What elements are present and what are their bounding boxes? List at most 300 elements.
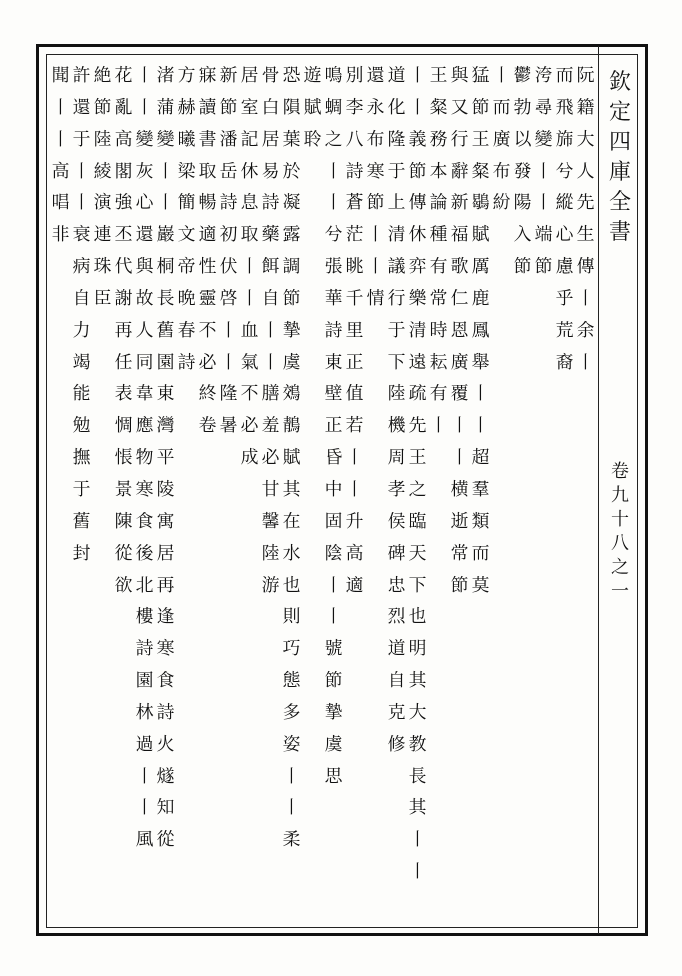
glyph: 風 (135, 829, 154, 851)
glyph: 自 (72, 287, 91, 309)
glyph: 覆 (450, 383, 469, 405)
glyph: 陸 (261, 542, 280, 564)
glyph: 節 (534, 256, 553, 278)
glyph: 鶄 (282, 415, 301, 437)
glyph: 陵 (156, 478, 175, 500)
glyph: 而 (492, 96, 511, 118)
glyph: 中 (324, 478, 343, 500)
glyph: 其 (408, 797, 427, 819)
glyph: 侯 (387, 510, 406, 532)
juan-char: 之 (611, 557, 629, 578)
glyph: 烈 (387, 606, 406, 628)
glyph: 莫 (471, 574, 490, 596)
glyph: 行 (387, 287, 406, 309)
glyph: 羣 (471, 478, 490, 500)
glyph: 變 (156, 128, 175, 150)
glyph: 逢 (156, 606, 175, 628)
glyph: 岳 (219, 160, 238, 182)
glyph: 園 (156, 351, 175, 373)
text-column (470, 60, 491, 920)
glyph: 餌 (261, 256, 280, 278)
glyph: 恐 (282, 65, 301, 86)
juan-char: 九 (611, 485, 629, 506)
glyph: 隆 (219, 383, 238, 405)
glyph: 從 (156, 829, 175, 851)
glyph: 唱 (51, 192, 70, 214)
glyph: 廣 (492, 128, 511, 150)
glyph: 丨 (408, 829, 427, 851)
glyph: 大 (576, 128, 595, 150)
glyph: 勉 (72, 415, 91, 437)
glyph: 非 (51, 224, 70, 246)
glyph: 其 (408, 670, 427, 692)
text-column (50, 60, 71, 920)
glyph: 新 (450, 192, 469, 214)
glyph: 丨 (324, 192, 343, 214)
glyph: 機 (387, 415, 406, 437)
glyph: 絶 (93, 65, 112, 86)
glyph: 丨 (534, 192, 553, 214)
glyph: 變 (534, 128, 553, 150)
glyph: 居 (156, 542, 175, 564)
glyph: 悵 (114, 447, 133, 469)
glyph: 清 (408, 319, 427, 341)
glyph: 詩 (345, 160, 364, 182)
glyph: 眺 (345, 256, 364, 278)
glyph: 生 (576, 224, 595, 246)
glyph: 則 (282, 606, 301, 628)
glyph: 渚 (156, 65, 175, 86)
glyph: 隕 (282, 96, 301, 118)
glyph: 臨 (408, 510, 427, 532)
glyph: 之 (324, 128, 343, 150)
glyph: 適 (345, 574, 364, 596)
glyph: 蒲 (156, 96, 175, 118)
glyph: 詩 (177, 351, 196, 373)
glyph: 耘 (429, 351, 448, 373)
glyph: 丨 (471, 415, 490, 437)
glyph: 病 (72, 256, 91, 278)
glyph: 強 (114, 192, 133, 214)
glyph: 甘 (261, 478, 280, 500)
glyph: 丨 (156, 192, 175, 214)
glyph: 易 (261, 160, 280, 182)
glyph: 北 (135, 574, 154, 596)
glyph: 從 (114, 542, 133, 564)
glyph: 升 (345, 510, 364, 532)
glyph: 又 (450, 96, 469, 118)
glyph: 陸 (93, 128, 112, 150)
glyph: 常 (429, 287, 448, 309)
glyph: 也 (408, 606, 427, 628)
glyph: 代 (114, 256, 133, 278)
glyph: 方 (177, 65, 196, 86)
text-column (407, 60, 428, 920)
glyph: 端 (534, 224, 553, 246)
glyph: 情 (366, 287, 385, 309)
book-title-char: 庫 (608, 160, 631, 185)
glyph: 大 (408, 701, 427, 723)
glyph: 謝 (114, 287, 133, 309)
glyph: 行 (450, 128, 469, 150)
text-column (365, 60, 386, 920)
glyph: 節 (219, 96, 238, 118)
glyph: 花 (114, 65, 133, 86)
glyph: 息 (240, 192, 259, 214)
glyph: 食 (135, 510, 154, 532)
glyph: 東 (156, 383, 175, 405)
glyph: 姿 (282, 733, 301, 755)
glyph: 初 (219, 224, 238, 246)
glyph: 取 (240, 224, 259, 246)
glyph: 衰 (72, 224, 91, 246)
glyph: 桐 (156, 256, 175, 278)
glyph: 遊 (303, 65, 322, 86)
glyph: 道 (387, 638, 406, 660)
glyph: 常 (450, 542, 469, 564)
glyph: 與 (135, 256, 154, 278)
glyph: 先 (576, 192, 595, 214)
glyph: 丨 (135, 797, 154, 819)
glyph: 必 (240, 415, 259, 437)
glyph: 丨 (450, 415, 469, 437)
glyph: 教 (408, 733, 427, 755)
glyph: 裔 (555, 351, 574, 373)
glyph: 丨 (408, 65, 427, 86)
glyph: 昏 (324, 447, 343, 469)
glyph: 鬱 (513, 65, 532, 86)
glyph: 灣 (156, 415, 175, 437)
glyph: 遠 (408, 351, 427, 373)
glyph: 長 (408, 765, 427, 787)
glyph: 韋 (135, 383, 154, 405)
glyph: 休 (408, 224, 427, 246)
glyph: 道 (387, 65, 406, 86)
glyph: 若 (345, 415, 364, 437)
glyph: 于 (387, 160, 406, 182)
glyph: 馨 (261, 510, 280, 532)
glyph: 孝 (387, 478, 406, 500)
glyph: 亂 (114, 96, 133, 118)
glyph: 節 (282, 287, 301, 309)
glyph: 演 (93, 192, 112, 214)
glyph: 丨 (261, 319, 280, 341)
glyph: 詩 (135, 638, 154, 660)
glyph: 休 (240, 160, 259, 182)
glyph: 必 (261, 447, 280, 469)
glyph: 丨 (366, 224, 385, 246)
glyph: 丨 (219, 351, 238, 373)
glyph: 也 (282, 574, 301, 596)
glyph: 與 (450, 65, 469, 86)
text-column (386, 60, 407, 920)
glyph: 丨 (240, 287, 259, 309)
glyph: 福 (450, 224, 469, 246)
glyph: 丨 (345, 478, 364, 500)
glyph: 超 (471, 447, 490, 469)
glyph: 丨 (534, 160, 553, 182)
glyph: 類 (471, 510, 490, 532)
glyph: 節 (408, 160, 427, 182)
glyph: 慮 (555, 256, 574, 278)
glyph: 逝 (450, 510, 469, 532)
glyph: 別 (345, 65, 364, 86)
glyph: 不 (198, 319, 217, 341)
glyph: 粲 (471, 160, 490, 182)
glyph: 丨 (72, 160, 91, 182)
glyph: 千 (345, 287, 364, 309)
glyph: 平 (156, 447, 175, 469)
glyph: 有 (429, 256, 448, 278)
glyph: 自 (387, 670, 406, 692)
glyph: 葉 (282, 128, 301, 150)
glyph: 節 (513, 256, 532, 278)
glyph: 丨 (51, 96, 70, 118)
glyph: 於 (282, 160, 301, 182)
glyph: 節 (450, 574, 469, 596)
glyph: 暢 (198, 192, 217, 214)
text-column (239, 60, 260, 920)
book-title-char: 四 (608, 130, 631, 155)
glyph: 寒 (156, 638, 175, 660)
glyph: 摯 (324, 701, 343, 723)
glyph: 詩 (324, 319, 343, 341)
glyph: 取 (198, 160, 217, 182)
glyph: 讀 (198, 96, 217, 118)
glyph: 明 (408, 638, 427, 660)
glyph: 傳 (576, 256, 595, 278)
text-column (575, 60, 596, 920)
book-title-char: 定 (608, 100, 631, 125)
glyph: 李 (345, 96, 364, 118)
glyph: 陰 (324, 542, 343, 564)
text-column (218, 60, 239, 920)
glyph: 摯 (282, 319, 301, 341)
glyph: 還 (135, 224, 154, 246)
text-column (134, 60, 155, 920)
text-column (428, 60, 449, 920)
glyph: 寒 (366, 160, 385, 182)
glyph: 節 (324, 670, 343, 692)
text-column (176, 60, 197, 920)
glyph: 鵁 (282, 383, 301, 405)
glyph: 歌 (450, 256, 469, 278)
glyph: 丨 (324, 160, 343, 182)
glyph: 勃 (513, 96, 532, 118)
glyph: 後 (135, 542, 154, 564)
glyph: 恩 (450, 319, 469, 341)
glyph: 在 (282, 510, 301, 532)
glyph: 變 (135, 128, 154, 150)
glyph: 必 (198, 351, 217, 373)
juan-char: 一 (611, 581, 629, 602)
glyph: 華 (324, 287, 343, 309)
glyph: 寓 (156, 510, 175, 532)
glyph: 下 (408, 574, 427, 596)
glyph: 性 (198, 256, 217, 278)
glyph: 水 (282, 542, 301, 564)
glyph: 珠 (93, 256, 112, 278)
glyph: 自 (261, 287, 280, 309)
glyph: 王 (429, 65, 448, 86)
glyph: 骨 (261, 65, 280, 86)
glyph: 布 (492, 160, 511, 182)
glyph: 而 (471, 542, 490, 564)
juan-char: 十 (611, 509, 629, 530)
glyph: 再 (156, 574, 175, 596)
glyph: 丨 (72, 192, 91, 214)
text-column (512, 60, 533, 920)
margin-column (600, 60, 644, 920)
glyph: 游 (261, 574, 280, 596)
glyph: 張 (324, 256, 343, 278)
glyph: 記 (240, 128, 259, 150)
glyph: 靈 (198, 287, 217, 309)
glyph: 閣 (114, 160, 133, 182)
juan-char: 八 (611, 533, 629, 554)
glyph: 縱 (555, 192, 574, 214)
glyph: 終 (198, 383, 217, 405)
glyph: 聞 (51, 65, 70, 86)
glyph: 賦 (282, 447, 301, 469)
book-title-char: 欽 (608, 70, 631, 95)
glyph: 丨 (408, 96, 427, 118)
glyph: 虞 (324, 733, 343, 755)
glyph: 厲 (471, 256, 490, 278)
glyph: 梁 (177, 160, 196, 182)
glyph: 永 (366, 96, 385, 118)
glyph: 尋 (534, 96, 553, 118)
glyph: 許 (72, 65, 91, 86)
glyph: 丨 (282, 765, 301, 787)
text-column (155, 60, 176, 920)
glyph: 竭 (72, 351, 91, 373)
glyph: 正 (324, 415, 343, 437)
glyph: 丨 (324, 574, 343, 596)
glyph: 多 (282, 701, 301, 723)
glyph: 之 (408, 478, 427, 500)
glyph: 還 (72, 96, 91, 118)
glyph: 高 (114, 128, 133, 150)
glyph: 新 (219, 65, 238, 86)
glyph: 春 (177, 319, 196, 341)
glyph: 克 (387, 701, 406, 723)
glyph: 種 (429, 224, 448, 246)
glyph: 有 (429, 383, 448, 405)
margin-rule (598, 46, 599, 934)
glyph: 燧 (156, 765, 175, 787)
glyph: 惆 (114, 415, 133, 437)
glyph: 態 (282, 670, 301, 692)
glyph: 綾 (93, 160, 112, 182)
glyph: 巧 (282, 638, 301, 660)
glyph: 伏 (219, 256, 238, 278)
glyph: 潘 (219, 128, 238, 150)
glyph: 人 (576, 160, 595, 182)
glyph: 室 (240, 96, 259, 118)
glyph: 丨 (261, 351, 280, 373)
glyph: 詩 (219, 192, 238, 214)
glyph: 傳 (408, 192, 427, 214)
book-title-char: 書 (608, 220, 631, 245)
glyph: 丨 (345, 447, 364, 469)
glyph: 藥 (261, 224, 280, 246)
glyph: 議 (387, 256, 406, 278)
glyph: 辭 (450, 160, 469, 182)
glyph: 布 (366, 128, 385, 150)
glyph: 林 (135, 701, 154, 723)
glyph: 丨 (471, 383, 490, 405)
glyph: 丨 (282, 797, 301, 819)
glyph: 洿 (534, 65, 553, 86)
glyph: 弈 (408, 256, 427, 278)
glyph: 丨 (240, 256, 259, 278)
text-column (260, 60, 281, 920)
glyph: 乎 (555, 287, 574, 309)
glyph: 過 (135, 733, 154, 755)
glyph: 凝 (282, 192, 301, 214)
glyph: 于 (72, 128, 91, 150)
glyph: 表 (114, 383, 133, 405)
glyph: 下 (387, 351, 406, 373)
glyph: 連 (93, 224, 112, 246)
glyph: 蒼 (345, 192, 364, 214)
glyph: 適 (198, 224, 217, 246)
glyph: 高 (345, 542, 364, 564)
glyph: 東 (324, 351, 343, 373)
glyph: 虞 (282, 351, 301, 373)
glyph: 清 (387, 224, 406, 246)
book-title (600, 68, 640, 248)
glyph: 知 (156, 797, 175, 819)
glyph: 其 (282, 478, 301, 500)
text-column (323, 60, 344, 920)
text-column (197, 60, 218, 920)
glyph: 晩 (177, 287, 196, 309)
text-column (554, 60, 575, 920)
glyph: 文 (177, 224, 196, 246)
glyph: 成 (240, 447, 259, 469)
glyph: 樂 (408, 287, 427, 309)
glyph: 論 (429, 192, 448, 214)
glyph: 上 (387, 192, 406, 214)
glyph: 詩 (261, 192, 280, 214)
glyph: 食 (156, 670, 175, 692)
glyph: 固 (324, 510, 343, 532)
glyph: 陳 (114, 510, 133, 532)
glyph: 白 (261, 96, 280, 118)
glyph: 景 (114, 478, 133, 500)
glyph: 寒 (135, 478, 154, 500)
glyph: 羞 (261, 415, 280, 437)
glyph: 周 (387, 447, 406, 469)
glyph: 陸 (387, 383, 406, 405)
glyph: 火 (156, 733, 175, 755)
glyph: 故 (135, 287, 154, 309)
glyph: 寐 (198, 65, 217, 86)
book-title-char: 全 (608, 190, 631, 215)
glyph: 飛 (555, 96, 574, 118)
glyph: 能 (72, 383, 91, 405)
glyph: 心 (135, 192, 154, 214)
glyph: 曦 (177, 128, 196, 150)
glyph: 臣 (93, 287, 112, 309)
glyph: 巖 (156, 224, 175, 246)
glyph: 氣 (240, 351, 259, 373)
glyph: 碑 (387, 542, 406, 564)
glyph: 賦 (471, 224, 490, 246)
glyph: 正 (345, 351, 364, 373)
